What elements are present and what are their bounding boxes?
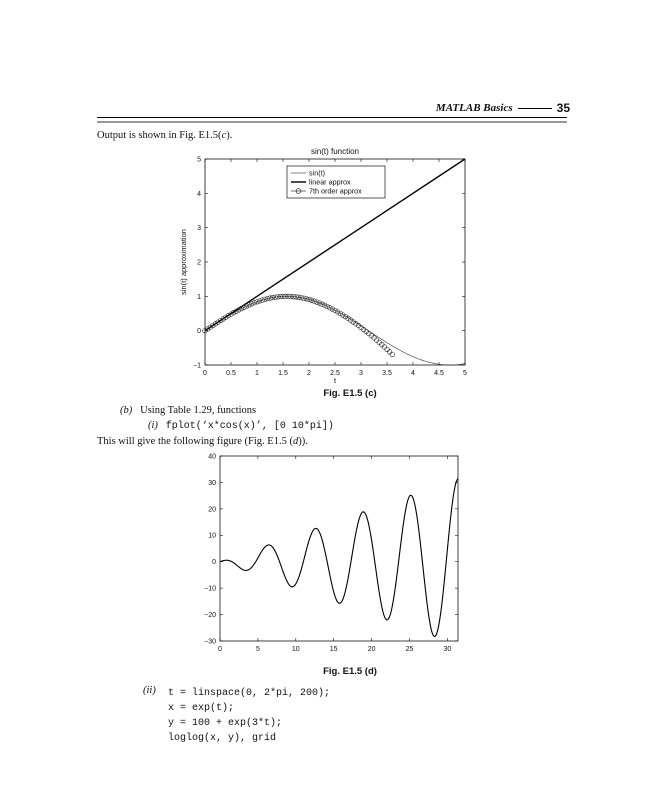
y-tick-label: 40 [208,453,216,461]
x-tick-label: 5 [463,370,467,377]
y-tick-label: 1 [197,293,201,301]
item-b-label: (b) [120,405,133,416]
running-title: MATLAB Basics [435,102,513,114]
x-tick-label: 20 [367,646,376,653]
running-head [420,100,570,116]
x-tick-label: 1 [255,370,259,377]
x-tick-label: 10 [291,646,300,653]
y-tick-label: 4 [197,190,201,198]
legend-label-linear: linear approx [309,177,351,187]
y-tick-label: 20 [208,506,216,514]
figure-caption-c: Fig. E1.5 (c) [323,388,377,399]
header-rule [97,117,567,118]
legend-label-7th-order: 7th order approx [309,186,362,196]
xcosx-chart [190,450,470,662]
x-tick-label: 0.5 [226,370,236,377]
item-ii-label: (ii) [143,685,156,696]
y-tick-label: −30 [204,638,216,646]
y-tick-label: −1 [193,362,201,370]
x-tick-label: 3 [359,370,363,377]
item-i [148,420,334,432]
marker-7th-order [385,347,390,352]
chart1-title: sin(t) function [310,147,360,156]
chart2-axes [204,453,458,653]
y-tick-label: 2 [197,259,201,267]
marker-7th-order [338,311,343,316]
y-tick-label: 0 [197,328,201,336]
header-rule-shadow [97,121,567,123]
y-tick-label: 30 [208,479,216,487]
x-tick-label: 30 [443,646,452,653]
chart1-series-7th-order [203,294,395,357]
sin-approx-chart [170,142,490,392]
code-block [168,686,330,746]
x-tick-label: 0 [218,646,222,653]
follow-text: This will give the following figure (Fig. E1.5 (d)). [97,436,308,447]
code-line: t = linspace(0, 2*pi, 200); [168,688,331,699]
item-i-code: fplot(‘x*cos(x)’, [0 10*pi]) [165,421,334,432]
marker-7th-order [387,350,392,355]
chart1-legend [287,166,385,198]
y-tick-label: 5 [197,156,201,164]
x-tick-label: 4.5 [434,370,444,377]
y-tick-label: 3 [197,225,201,233]
x-tick-label: 5 [255,646,260,653]
page-number: 35 [556,101,570,115]
marker-7th-order [390,352,395,357]
legend-label-sin: sin(t) [309,168,325,178]
x-tick-label: 15 [329,646,338,653]
chart1-xlabel: t [333,376,337,385]
y-tick-label: 10 [208,532,216,540]
x-tick-label: 0 [203,370,207,377]
marker-7th-order [335,310,340,315]
running-head-dash [518,108,552,109]
x-tick-label: 2 [307,370,311,377]
marker-7th-order [333,308,338,313]
item-ii [143,685,156,696]
item-b-text: Using Table 1.29, functions [140,405,257,416]
marker-7th-order [341,313,346,318]
code-line: y = 100 + exp(3*t); [168,718,283,729]
chart1-series-sin [205,296,465,365]
figure-caption-d: Fig. E1.5 (d) [323,666,377,677]
x-tick-label: 4 [411,370,415,377]
x-tick-label: 2.5 [330,370,340,377]
intro-text: Output is shown in Fig. E1.5(c). [97,130,233,141]
x-tick-label: 3.5 [382,370,392,377]
code-line: x = exp(t); [168,703,235,714]
chart2-plot-frame [220,456,458,641]
item-b [120,405,256,416]
chart1-ylabel: sin(t) approximation [179,229,188,295]
chart2-series-xcosx [220,479,458,637]
y-tick-label: −20 [204,612,216,620]
x-tick-label: 25 [405,646,414,653]
y-tick-label: 0 [212,559,216,567]
item-i-label: (i) [148,420,158,431]
x-tick-label: 1.5 [278,370,288,377]
y-tick-label: −10 [204,585,216,593]
code-line: loglog(x, y), grid [168,733,277,744]
